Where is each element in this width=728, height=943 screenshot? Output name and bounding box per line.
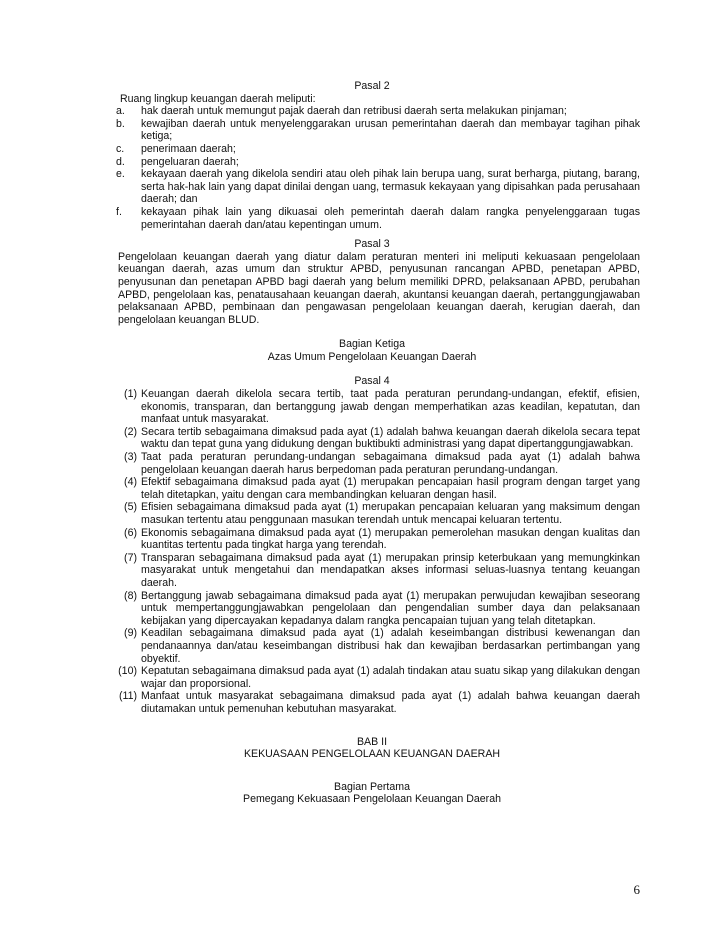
list-item-text: Bertanggung jawab sebagaimana dimaksud pada ayat (1) merupakan perwujudan kewajiban seseorang untuk mempertanggungjawabkan pengelolaan dan pengendalian sumber daya dan pelaksanaan kebijakan yang dipercayakan kepadanya dalam rangka pencapaian tujuan yang telah ditetapkan. [141,589,640,627]
list-item [104,665,640,690]
list-marker: (9) [124,627,137,640]
list-marker: (1) [124,388,137,401]
pasal-2-intro: Ruang lingkup keuangan daerah meliputi: [120,92,316,105]
list-item-text: Efisien sebagaimana dimaksud pada ayat (1) merupakan pencapaian keluaran yang maksimum dengan masukan tertentu atau penggunaan masukan terendah untuk mencapai keluaran tertentu. [141,501,640,526]
list-item [104,451,640,476]
pasal-4-list [104,388,640,715]
list-item-text: Efektif sebagaimana dimaksud pada ayat (1) merupakan pencapaian hasil program dengan target yang telah ditetapkan, yaitu dengan cara membandingkan keluaran dengan hasil. [141,476,640,501]
list-marker: c. [116,142,125,155]
list-marker: d. [116,155,125,168]
list-item-text: Taat pada peraturan perundang-undangan sebagaimana dimaksud pada ayat (1) adalah bahwa pengelolaan keuangan daerah harus berpedoman pada peraturan perundang-undangan. [141,451,640,476]
list-marker: b. [116,117,125,130]
list-marker: (5) [124,501,137,514]
list-marker: (8) [124,589,137,602]
list-marker: e. [116,168,125,181]
list-item-text: kewajiban daerah untuk menyelenggarakan urusan pemerintahan daerah dan membayar tagihan pihak ketiga; [141,117,640,143]
list-marker: (6) [124,526,137,539]
list-marker: f. [116,205,122,218]
list-item [104,156,640,169]
bagian-pertama-subtitle: Pemegang Kekuasaan Pengelolaan Keuangan Daerah [243,793,501,806]
pasal-2-heading: Pasal 2 [354,80,390,92]
list-item [104,388,640,426]
list-item [104,476,640,501]
page-number: 6 [633,882,640,897]
list-marker: (2) [124,425,137,438]
list-item [104,527,640,552]
list-item [104,105,640,118]
bagian-pertama-heading: Bagian Pertama [334,780,410,793]
list-item-text: Keadilan sebagaimana dimaksud pada ayat (1) adalah keseimbangan distribusi kewenangan dan pendanaannya dan/atau keseimbangan distribusi hak dan kewajiban berdasarkan pertimbangan yang obyektif. [141,627,640,665]
pasal-3-heading: Pasal 3 [354,238,390,251]
list-item-text: Ekonomis sebagaimana dimaksud pada ayat (1) merupakan pemerolehan masukan dengan kualitas dan kuantitas tertentu pada tingkat harga yang terendah. [141,526,640,552]
list-marker: (3) [124,451,137,464]
list-item-text: kekayaan pihak lain yang dikuasai oleh pemerintah daerah dalam rangka penyelenggaraan tugas pemerintahan daerah dan/atau kepentingan umum. [141,205,640,231]
list-item-text: Kepatutan sebagaimana dimaksud pada ayat (1) adalah tindakan atau suatu sikap yang dilakukan dengan wajar dan proporsional. [141,665,640,690]
list-item [104,501,640,526]
list-item-text: Secara tertib sebagaimana dimaksud pada ayat (1) adalah bahwa keuangan daerah dikelola secara tepat waktu dan tepat guna yang didukung dengan buktibukti administrasi yang dapat dipertanggungjawabkan. [141,425,640,451]
list-item-text: Keuangan daerah dikelola secara tertib, taat pada peraturan perundang-undangan, efektif, efisien, ekonomis, transparan, dan bertanggung jawab dengan memperhatikan azas keadilan, kepatutan, dan manfaat untuk masyarakat. [141,388,640,426]
pasal-3-paragraph: Pengelolaan keuangan daerah yang diatur dalam peraturan menteri ini meliputi kekuasaan pengelolaan keuangan daerah, azas umum dan struktur APBD, penyusunan rancangan APBD, penetapan APBD, penyusunan dan penetapan APBD bagi daerah yang belum memiliki DPRD, pelaksanaan APBD, perubahan APBD, pengelolaan kas, penatausahaan keuangan daerah, akuntansi keuangan daerah, pertanggungjawaban pelaksanaan APBD, pembinaan dan pengawasan pengelolaan keuangan daerah, kerugian daerah, dan pengelolaan keuangan BLUD. [118,250,640,326]
list-item [104,206,640,231]
list-item [104,552,640,590]
bagian-ketiga-heading: Bagian Ketiga [339,338,405,351]
list-marker: (4) [124,476,137,489]
list-marker: (11) [118,690,137,703]
list-item [104,590,640,628]
bab-2-subtitle: KEKUASAAN PENGELOLAAN KEUANGAN DAERAH [243,748,501,761]
list-item [104,118,640,143]
bagian-ketiga-subtitle: Azas Umum Pengelolaan Keuangan Daerah [267,350,477,363]
list-item [104,168,640,206]
list-item [104,143,640,156]
list-marker: (10) [118,665,137,678]
list-marker: a. [116,105,125,118]
list-item-text: hak daerah untuk memungut pajak daerah dan retribusi daerah serta melakukan pinjaman; [141,105,567,118]
list-item-text: kekayaan daerah yang dikelola sendiri atau oleh pihak lain berupa uang, surat berharga, piutang, barang, serta hak-hak lain yang dapat dinilai dengan uang, termasuk kekayaan yang dipisahkan pada perusahaan daerah; dan [141,168,640,206]
bab-2-heading: BAB II [356,735,388,748]
list-marker: (7) [124,551,137,564]
list-item-text: Manfaat untuk masyarakat sebagaimana dimaksud pada ayat (1) adalah bahwa keuangan daerah diutamakan untuk pemenuhan kebutuhan masyarakat. [141,690,640,715]
pasal-2-list [104,105,640,231]
list-item [104,627,640,665]
list-item-text: pengeluaran daerah; [141,155,239,168]
list-item [104,690,640,715]
document-page [104,80,640,806]
list-item [104,426,640,451]
list-item-text: penerimaan daerah; [141,142,236,155]
pasal-4-heading: Pasal 4 [354,375,390,388]
list-item-text: Transparan sebagaimana dimaksud pada ayat (1) merupakan prinsip keterbukaan yang memungkinkan masyarakat untuk mengetahui dan mendapatkan akses informasi seluas-luasnya tentang keuangan daerah. [141,551,640,589]
